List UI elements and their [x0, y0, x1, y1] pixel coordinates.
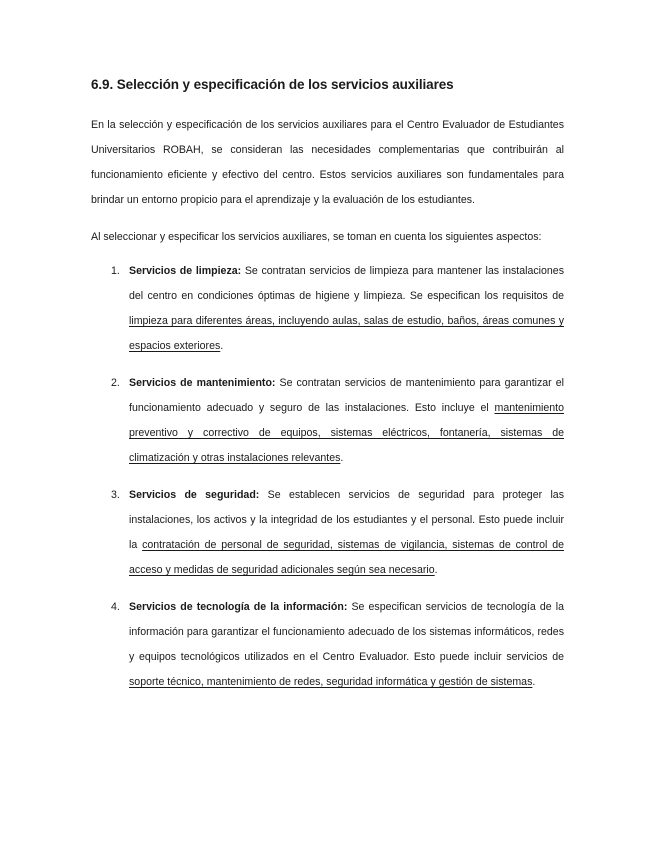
section-heading: 6.9. Selección y especificación de los servicios auxiliares	[91, 77, 454, 92]
item-text: Se contratan servicios de limpieza para mantener las instalaciones del centro en condiciones óptimas de higiene y limpieza. Se especifican los requisitos de	[129, 265, 564, 302]
item-term: Servicios de tecnología de la información:	[129, 601, 348, 613]
item-underlined-text: mantenimiento preventivo y correctivo de equipos, sistemas eléctricos, fontanería, sistemas de climatización y otras instalaciones relevantes	[129, 402, 564, 464]
item-text: Se especifican servicios de tecnología de la información para garantizar el funcionamiento adecuado de los sistemas informáticos, redes y equipos tecnológicos utilizados en el Centro Evaluador. Esto puede incluir servicios de	[129, 601, 564, 663]
item-underlined-text: contratación de personal de seguridad, sistemas de vigilancia, sistemas de control de acceso y medidas de seguridad adicionales según sea necesario	[129, 539, 564, 576]
item-number: 4.	[111, 601, 120, 613]
item-number: 2.	[111, 377, 120, 389]
item-end: .	[220, 340, 224, 352]
item-body	[129, 371, 564, 471]
item-term: Servicios de mantenimiento:	[129, 377, 276, 389]
item-end: .	[434, 564, 438, 576]
item-body	[129, 259, 564, 359]
item-end: .	[340, 452, 344, 464]
item-underlined-text: soporte técnico, mantenimiento de redes, seguridad informática y gestión de sistemas	[129, 676, 533, 688]
item-underlined-text: limpieza para diferentes áreas, incluyendo aulas, salas de estudio, baños, áreas comunes y espacios exteriores	[129, 315, 564, 352]
item-number: 1.	[111, 265, 120, 277]
lead-paragraph: Al seleccionar y especificar los servicios auxiliares, se toman en cuenta los siguientes aspectos:	[91, 231, 542, 243]
item-text: Se establecen servicios de seguridad para proteger las instalaciones, los activos y la integridad de los estudiantes y el personal. Esto puede incluir la	[129, 489, 564, 551]
item-term: Servicios de seguridad:	[129, 489, 260, 501]
item-end: .	[532, 676, 536, 688]
intro-paragraph: En la selección y especificación de los servicios auxiliares para el Centro Evaluador de Estudiantes Universitarios ROBAH, se consideran las necesidades complementarias que contribuirán al funcionamiento eficiente y efectivo del centro. Estos servicios auxiliares son fundamentales para brindar un entorno propicio para el aprendizaje y la evaluación de los estudiantes.	[91, 119, 564, 206]
item-term: Servicios de limpieza:	[129, 265, 242, 277]
item-body	[129, 595, 564, 695]
item-text: Se contratan servicios de mantenimiento para garantizar el funcionamiento adecuado y seguro de las instalaciones. Esto incluye el	[129, 377, 564, 414]
item-body	[129, 483, 564, 583]
item-number: 3.	[111, 489, 120, 501]
